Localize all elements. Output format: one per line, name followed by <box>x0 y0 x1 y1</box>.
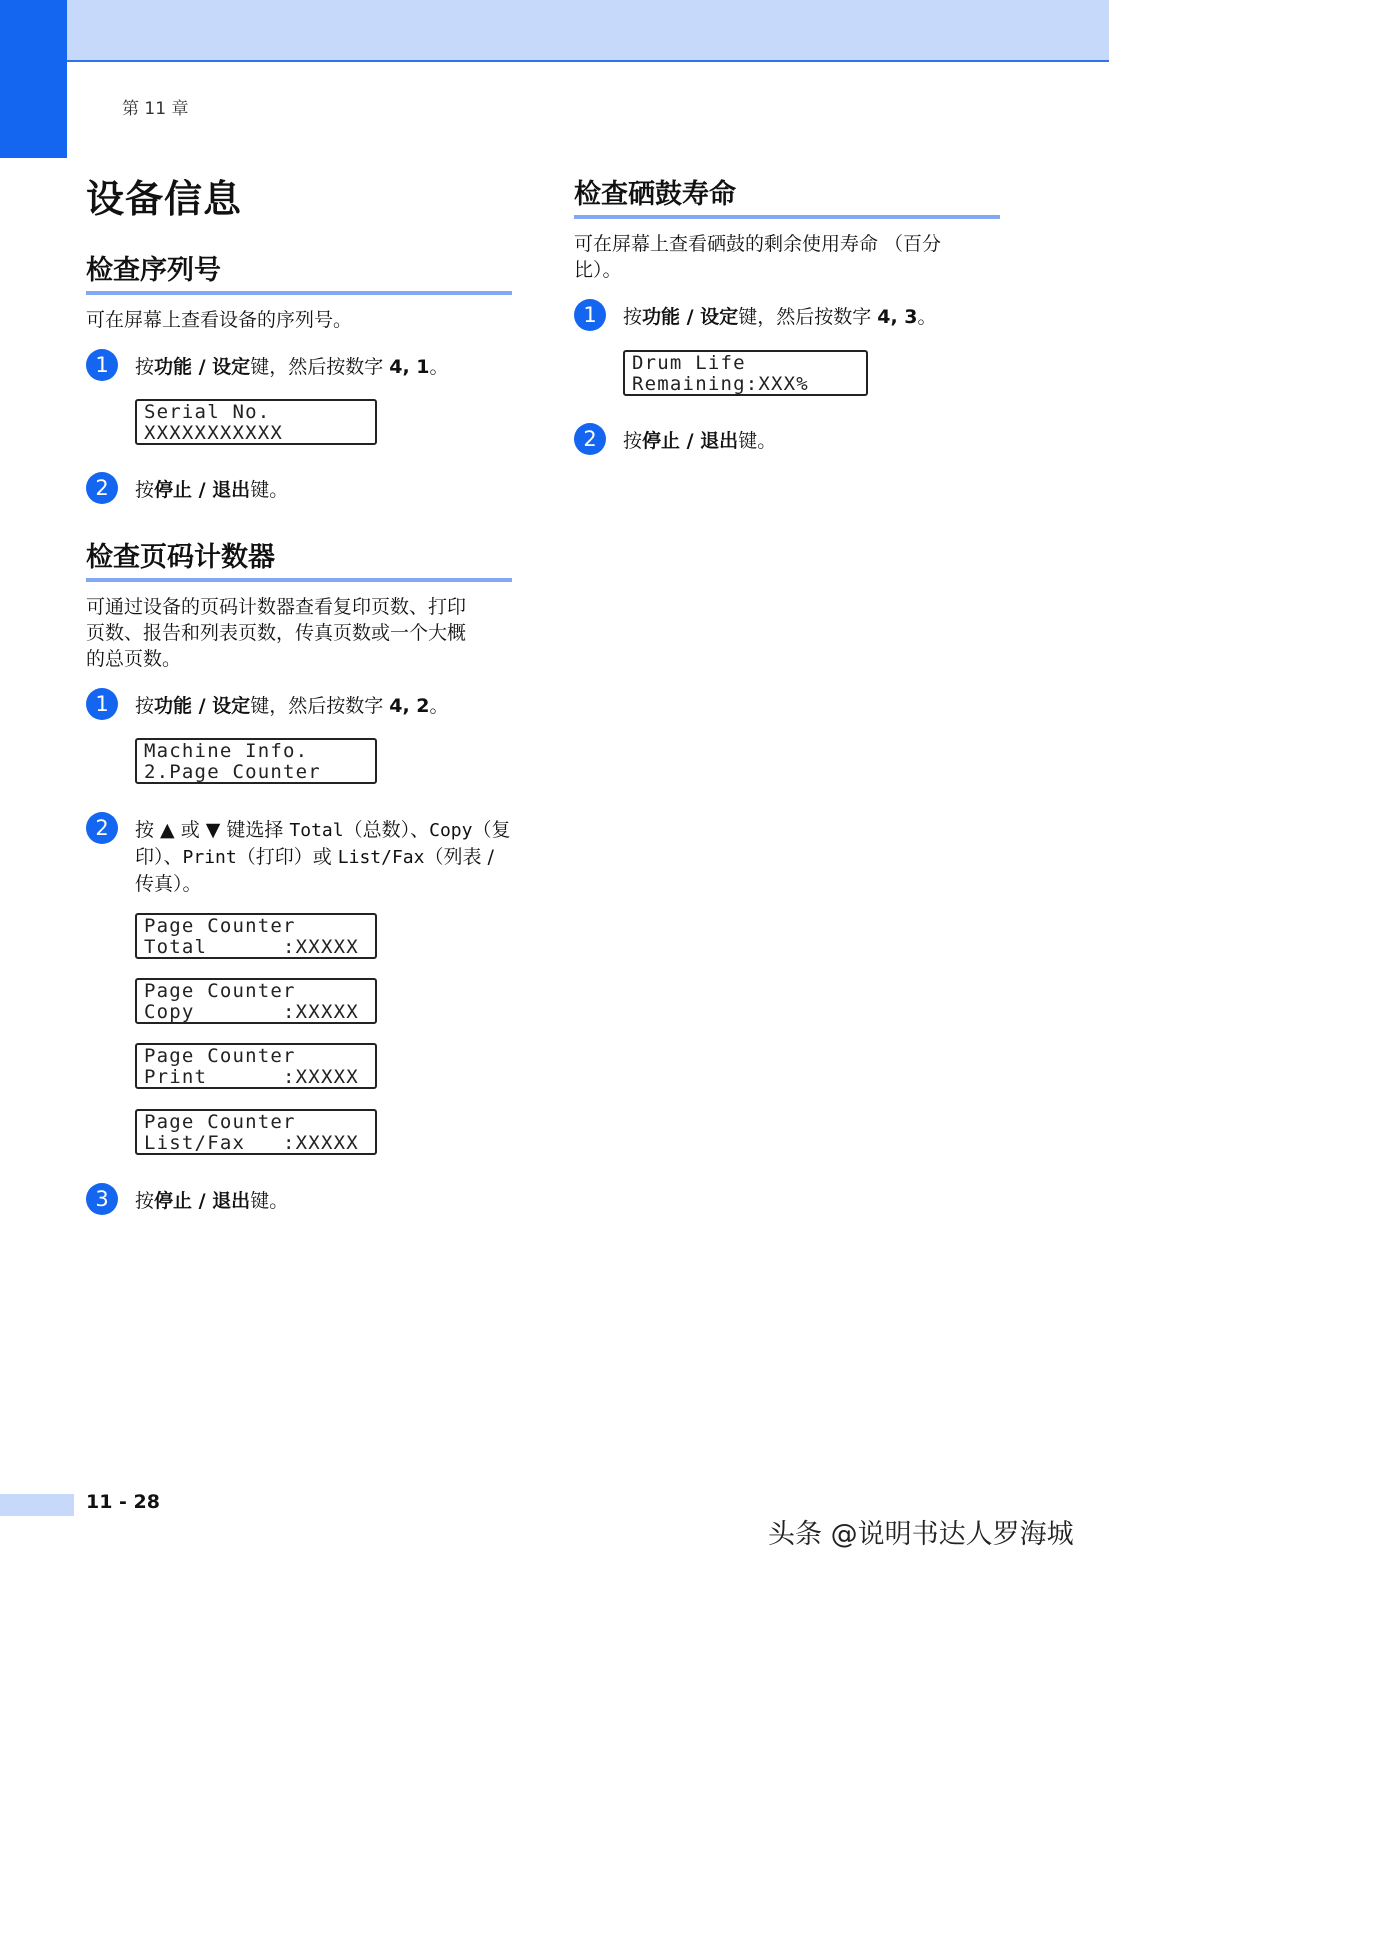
section-heading-page-counter: 检查页码计数器 <box>86 535 512 582</box>
lcd-display-total: Page Counter Total :XXXXX <box>135 913 377 959</box>
lcd-display-print: Page Counter Print :XXXXX <box>135 1043 377 1089</box>
page-number: 11 - 28 <box>86 1491 160 1513</box>
drum-step-2 <box>574 423 874 455</box>
drum-step-1 <box>574 299 994 331</box>
lcd-display-copy: Page Counter Copy :XXXXX <box>135 978 377 1024</box>
serial-step-1 <box>86 349 506 381</box>
lcd-display-serial: Serial No. XXXXXXXXXXX <box>135 399 377 445</box>
step-text: 按停止 / 退出键。 <box>135 479 289 501</box>
serial-step-2 <box>86 472 386 504</box>
step-text: 按停止 / 退出键。 <box>623 430 777 452</box>
lcd-display-list-fax: Page Counter List/Fax :XXXXX <box>135 1109 377 1155</box>
step-text: 按功能 / 设定键，然后按数字 4, 2。 <box>135 695 449 717</box>
chapter-label: 第 11 章 <box>122 99 189 119</box>
step-number-icon: 1 <box>86 688 118 720</box>
step-text: 按功能 / 设定键，然后按数字 4, 3。 <box>623 306 937 328</box>
watermark-text: 头条 @说明书达人罗海城 <box>768 1519 1074 1550</box>
lcd-display-machine-info: Machine Info. 2.Page Counter <box>135 738 377 784</box>
key-function-setup: 功能 / 设定 <box>154 695 251 717</box>
drum-intro: 可在屏幕上查看硒鼓的剩余使用寿命 （百分 比）。 <box>574 233 942 281</box>
chapter-tab-block <box>0 0 67 158</box>
step-text: 按功能 / 设定键，然后按数字 4, 1。 <box>135 356 449 378</box>
counter-step-1 <box>86 688 506 720</box>
step-number-icon: 2 <box>86 812 118 844</box>
step-number-icon: 1 <box>86 349 118 381</box>
key-function-setup: 功能 / 设定 <box>642 306 739 328</box>
step-text: 按停止 / 退出键。 <box>135 1190 289 1212</box>
key-stop-exit: 停止 / 退出 <box>642 430 739 452</box>
key-function-setup: 功能 / 设定 <box>154 356 251 378</box>
section-heading-drum-life: 检查硒鼓寿命 <box>574 172 1000 219</box>
step-number-icon: 3 <box>86 1183 118 1215</box>
key-stop-exit: 停止 / 退出 <box>154 1190 251 1212</box>
serial-intro: 可在屏幕上查看设备的序列号。 <box>86 309 353 331</box>
key-stop-exit: 停止 / 退出 <box>154 479 251 501</box>
step-number-icon: 2 <box>574 423 606 455</box>
page-counter-intro: 可通过设备的页码计数器查看复印页数、打印 页数、报告和列表页数，传真页数或一个大概 的总页数。 <box>86 596 467 670</box>
step-number-icon: 1 <box>574 299 606 331</box>
step-number-icon: 2 <box>86 472 118 504</box>
page-title: 设备信息 <box>86 177 243 221</box>
counter-step-2 <box>86 812 118 844</box>
header-band <box>0 0 1109 62</box>
section-heading-serial: 检查序列号 <box>86 248 512 295</box>
counter-step-3 <box>86 1183 386 1215</box>
footer-bar <box>0 1494 74 1516</box>
counter-step-2-text: 按 ▲ 或 ▼ 键选择 Total（总数）、Copy（复印）、Print（打印）或 List/Fax（列表 / 传真）。 <box>135 819 511 895</box>
lcd-display-drum-life: Drum Life Remaining:XXX% <box>623 350 868 396</box>
